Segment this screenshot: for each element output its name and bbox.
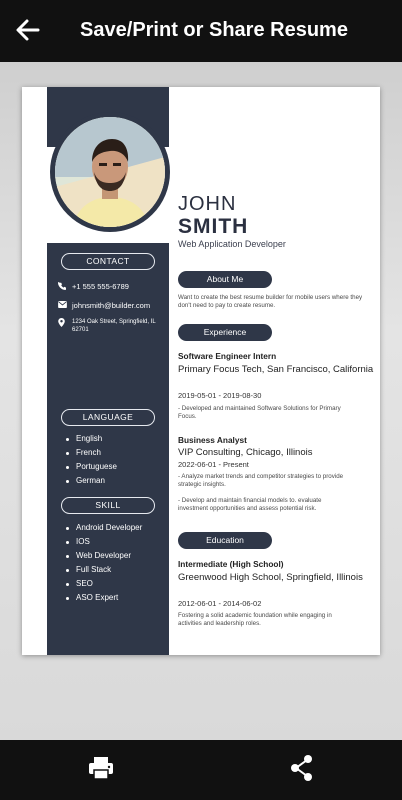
education-description: Fostering a solid academic foundation while engaging in activities and leadership roles.	[178, 612, 332, 627]
job-dates: 2019-05-01 - 2019-08-30	[178, 391, 262, 400]
about-text: Want to create the best resume builder for mobile users where they don't need to pay to create resume.	[178, 294, 363, 309]
location-pin-icon	[58, 318, 72, 329]
contact-email: johnsmith@builder.com	[58, 301, 168, 310]
contact-phone: +1 555 555-6789	[58, 282, 168, 292]
skill-list	[66, 521, 142, 605]
language-list	[66, 432, 117, 488]
list-item: German	[66, 474, 117, 488]
job-description: - Develop and maintain financial models to. evaluate investment opportunities and assess potential risk.	[178, 497, 322, 512]
job-description: - Analyze market trends and competitor strategies to provide strategic insights.	[178, 473, 344, 488]
list-item: ASO Expert	[66, 591, 142, 605]
contact-heading: CONTACT	[61, 253, 155, 270]
experience-heading: Experience	[178, 324, 272, 341]
page-title: Save/Print or Share Resume	[80, 19, 348, 41]
app-bar	[0, 0, 402, 62]
list-item: SEO	[66, 577, 142, 591]
printer-icon	[86, 753, 116, 783]
profile-photo	[55, 117, 165, 227]
contact-address: 1234 Oak Street, Springfield, IL 62701	[58, 318, 168, 334]
email-icon	[58, 301, 72, 310]
skill-heading: SKILL	[61, 497, 155, 514]
education-dates: 2012-06-01 - 2014-06-02	[178, 599, 262, 608]
education-school: Greenwood High School, Springfield, Illinois	[178, 572, 363, 583]
bottom-bar	[0, 740, 402, 800]
avatar-image	[55, 117, 165, 227]
education-heading: Education	[178, 532, 272, 549]
list-item: Full Stack	[66, 563, 142, 577]
job-description: - Developed and maintained Software Solutions for Primary Focus.	[178, 405, 341, 420]
resume-main	[178, 87, 378, 655]
resume-preview[interactable]	[22, 87, 380, 655]
share-icon	[287, 753, 317, 783]
list-item: Web Developer	[66, 549, 142, 563]
job-role: Web Application Developer	[178, 239, 286, 249]
list-item: English	[66, 432, 117, 446]
language-heading: LANGUAGE	[61, 409, 155, 426]
list-item: Android Developer	[66, 521, 142, 535]
list-item: French	[66, 446, 117, 460]
job-title: Software Engineer Intern	[178, 351, 277, 361]
share-button[interactable]	[287, 753, 317, 783]
job-dates: 2022-06-01 - Present	[178, 460, 249, 469]
list-item: Portuguese	[66, 460, 117, 474]
resume-sidebar	[47, 87, 169, 655]
first-name: JOHN	[178, 193, 237, 215]
list-item: IOS	[66, 535, 142, 549]
phone-icon	[58, 282, 72, 292]
education-title: Intermediate (High School)	[178, 559, 284, 569]
job-company: Primary Focus Tech, San Francisco, California	[178, 364, 374, 375]
about-heading: About Me	[178, 271, 272, 288]
job-title: Business Analyst	[178, 435, 247, 445]
last-name: SMITH	[178, 215, 249, 238]
print-button[interactable]	[86, 753, 116, 783]
job-company: VIP Consulting, Chicago, Illinois	[178, 447, 313, 458]
